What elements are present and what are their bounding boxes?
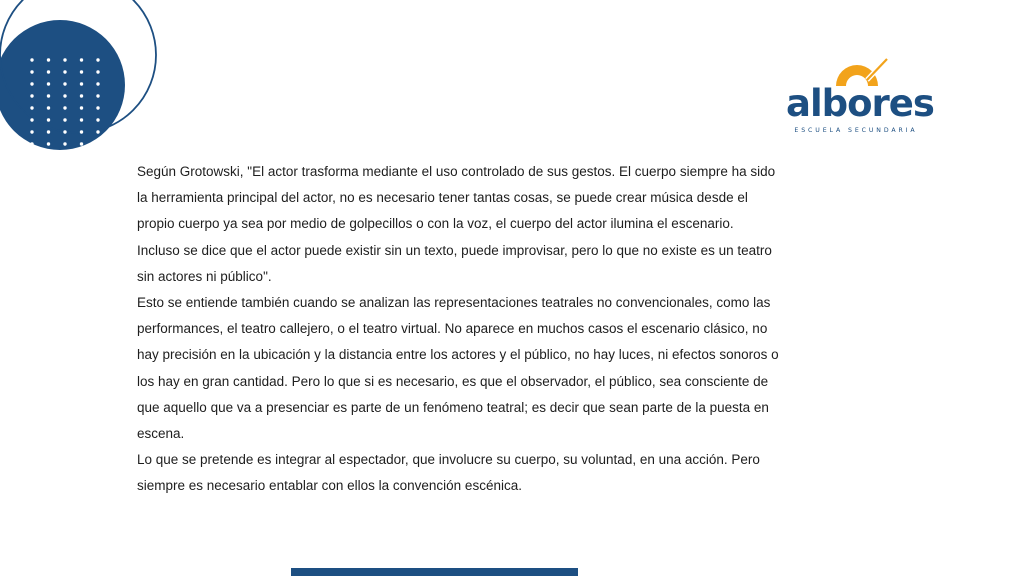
decorative-dot [96, 94, 99, 97]
decorative-dot [80, 154, 83, 157]
decorative-dot [47, 142, 50, 145]
decorative-dot [30, 58, 33, 61]
decorative-dot [96, 142, 99, 145]
paragraph: Según Grotowski, "El actor trasforma mediante el uso controlado de sus gestos. El cuerpo siempre ha sido la herramienta principal del actor, no es necesario tener tantas cosas, se puede crear música desde el propio cuerpo ya sea por medio de golpecillos o con la voz, el cuerpo del actor ilumina el escenario. [137, 164, 776, 232]
decorative-dot [96, 58, 99, 61]
decorative-dot [80, 70, 83, 73]
decorative-dot [80, 94, 83, 97]
decorative-dot [63, 82, 66, 85]
decorative-dot [30, 154, 33, 157]
decorative-filled-circle [0, 20, 125, 150]
paragraph: Esto se entiende también cuando se analizan las representaciones teatrales no convencionales, como las performances, el teatro callejero, o el teatro virtual. No aparece en muchos casos el escenario clásico, no hay precisión en la ubicación y la distancia entre los actores y el público, no hay luces, ni efectos sonoros o los hay en gran cantidad. Pero lo que si es necesario, es que el observador, el público, sea consciente de que aquello que va a presenciar es parte de un fenómeno teatral; es decir que sean parte de la puesta en escena. [137, 295, 779, 442]
decorative-dot [63, 142, 66, 145]
decorative-dot [63, 94, 66, 97]
body-text [137, 159, 787, 500]
decorative-dot [63, 58, 66, 61]
decorative-dot [30, 70, 33, 73]
decorative-dot [30, 130, 33, 133]
decorative-dot [30, 82, 33, 85]
decorative-dot [47, 58, 50, 61]
decorative-circle-dots [0, 0, 170, 170]
decorative-dot [47, 154, 50, 157]
decorative-dot [63, 118, 66, 121]
decorative-dot [96, 106, 99, 109]
paragraph: Incluso se dice que el actor puede existir sin un texto, puede improvisar, pero lo que no existe es un teatro sin actores ni público". [137, 242, 772, 284]
decorative-dot [63, 154, 66, 157]
decorative-dot [47, 82, 50, 85]
albores-logo [786, 56, 934, 140]
decorative-dot [30, 118, 33, 121]
decorative-dot [80, 118, 83, 121]
decorative-dot [47, 130, 50, 133]
decorative-dot [80, 130, 83, 133]
decorative-dot [30, 142, 33, 145]
logo-wordmark: albores [786, 82, 934, 125]
decorative-dot [96, 130, 99, 133]
decorative-dot [96, 82, 99, 85]
decorative-dot [47, 118, 50, 121]
decorative-dot [63, 130, 66, 133]
decorative-dot [63, 106, 66, 109]
decorative-dot [80, 82, 83, 85]
decorative-dot [80, 142, 83, 145]
decorative-dot [96, 154, 99, 157]
decorative-dot [30, 94, 33, 97]
decorative-dot [63, 70, 66, 73]
decorative-dot [96, 70, 99, 73]
decorative-dot [47, 94, 50, 97]
paragraph: Lo que se pretende es integrar al espectador, que involucre su cuerpo, su voluntad, en una acción. Pero siempre es necesario entablar con ellos la convención escénica. [137, 452, 760, 494]
decorative-dot [47, 106, 50, 109]
decorative-dot [80, 58, 83, 61]
decorative-dot [80, 106, 83, 109]
decorative-dot [30, 106, 33, 109]
bottom-accent-bar [291, 568, 578, 576]
decorative-dot [96, 118, 99, 121]
logo-subtitle: ESCUELA SECUNDARIA [794, 127, 918, 134]
decorative-dot [47, 70, 50, 73]
